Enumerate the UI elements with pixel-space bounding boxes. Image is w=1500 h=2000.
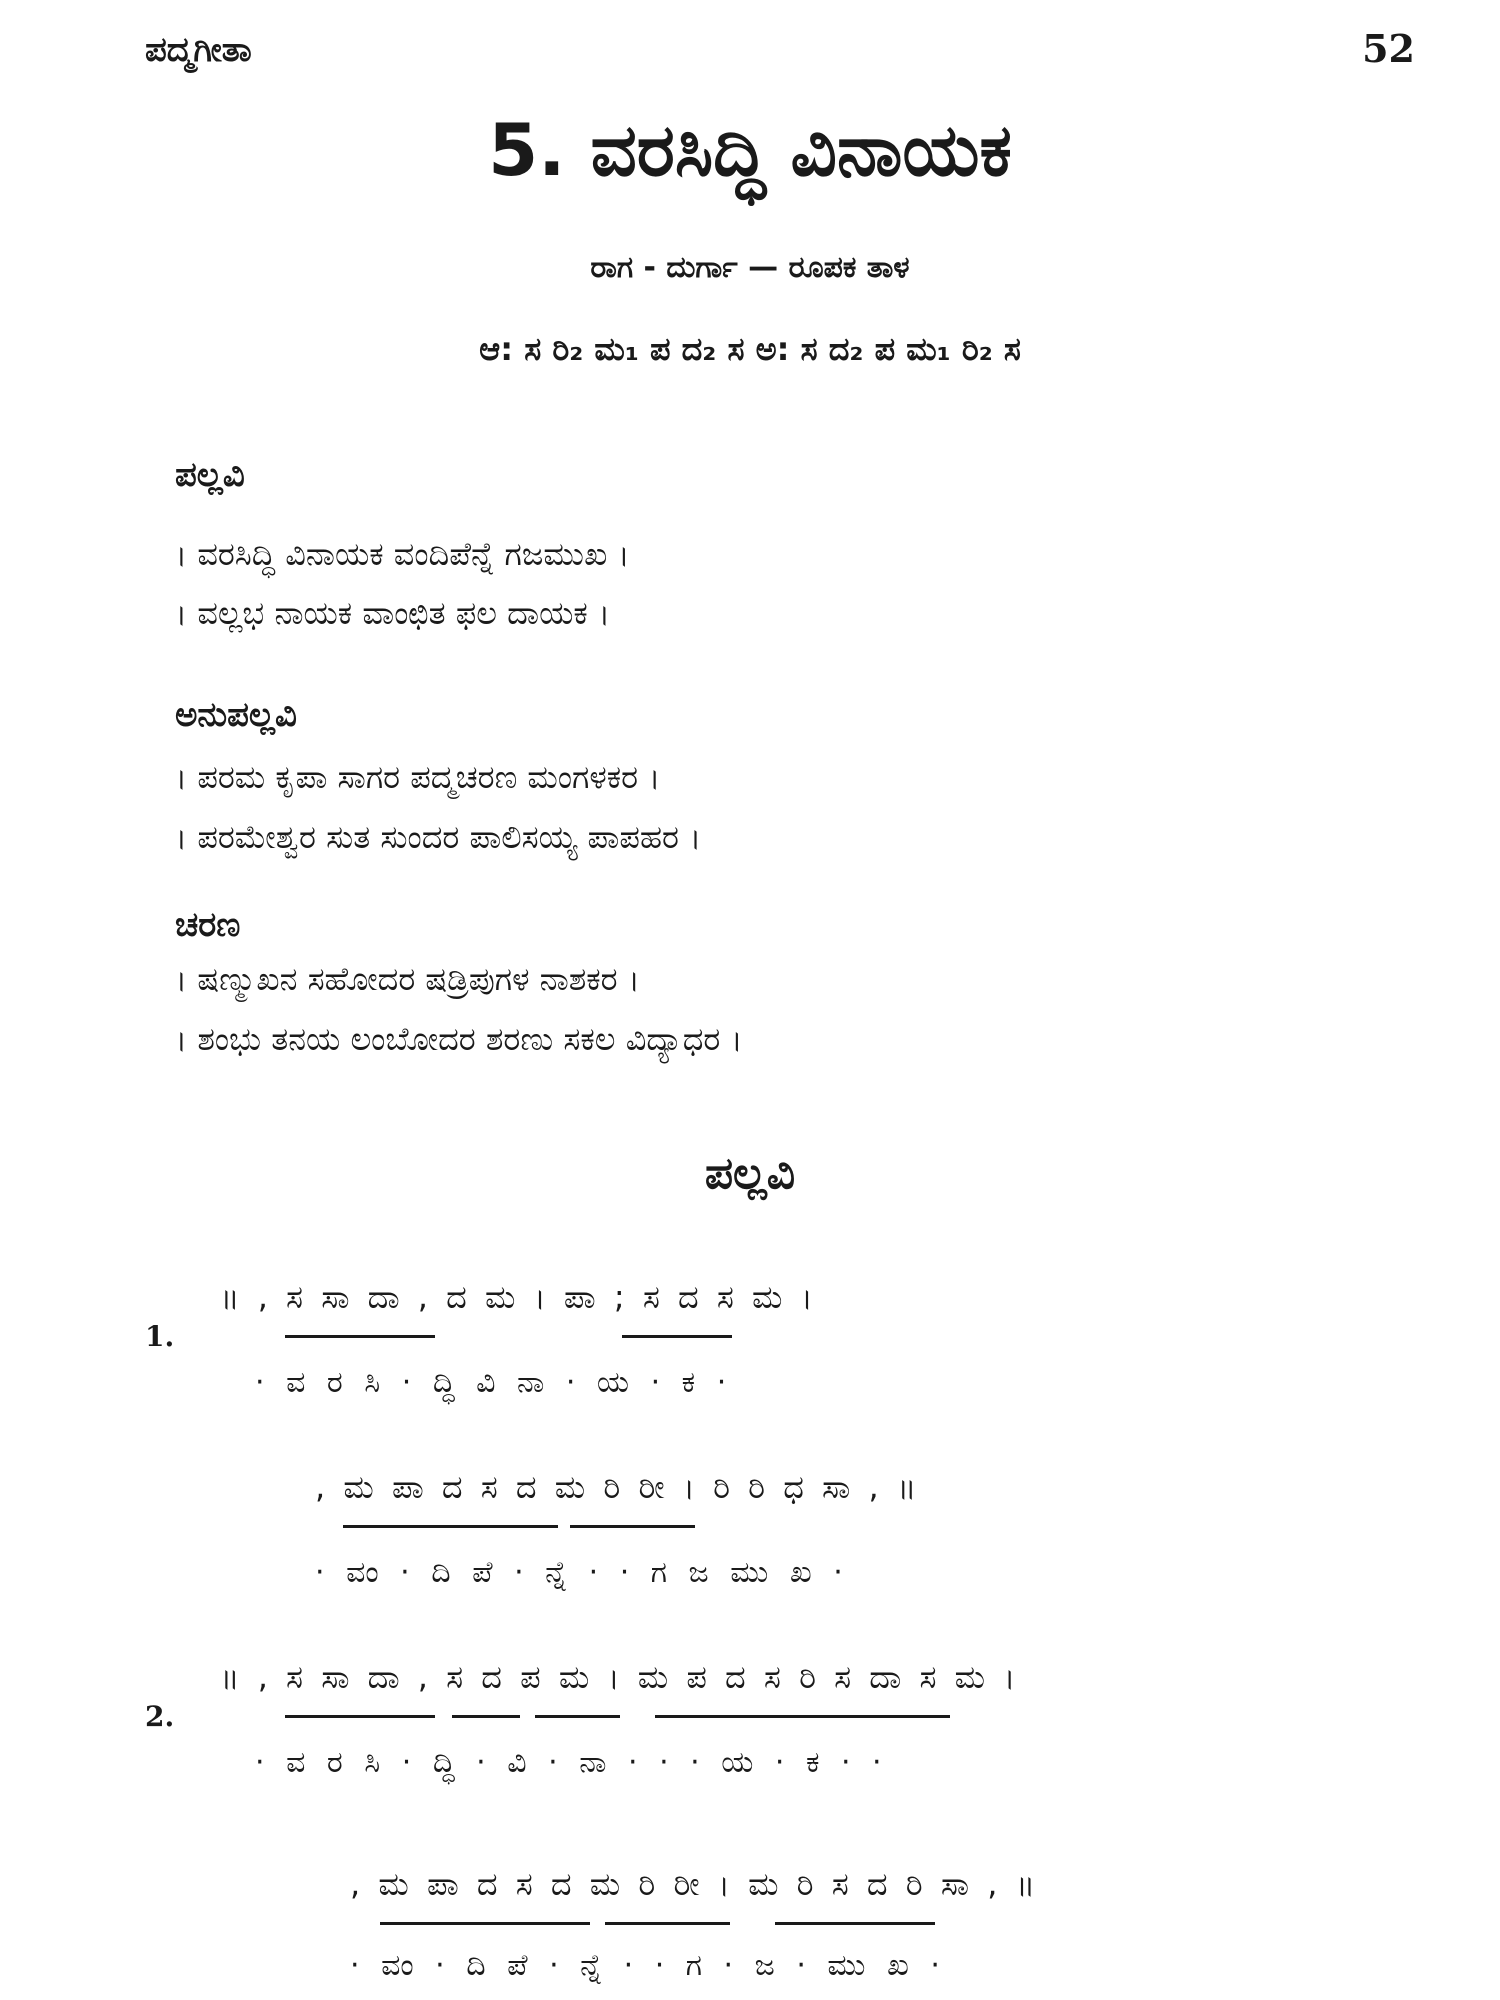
swara-underline — [535, 1715, 620, 1718]
phrase-number: 2. — [145, 1700, 175, 1733]
anupallavi-heading: ಅನುಪಲ್ಲವಿ — [175, 695, 297, 735]
raga-tala: ರಾಗ - ದುರ್ಗಾ — ರೂಪಕ ತಾಳ — [590, 250, 910, 285]
swara-row: ॥ , ಸ ಸಾ ದಾ , ದ ಮ । ಪಾ ; ಸ ದ ಸ ಮ । — [220, 1278, 817, 1316]
sahitya-row: · ವಂ · ದಿ ಪೆ · ನ್ನೆ · · ಗ · ಜ · ಮು ಖ · — [350, 1948, 946, 1983]
swara-row: ॥ , ಸ ಸಾ ದಾ , ಸ ದ ಪ ಮ । ಮ ಪ ದ ಸ ರಿ ಸ ದಾ ಸ ಮ । — [220, 1658, 1020, 1696]
page-number: 52 — [1362, 26, 1415, 71]
swara-underline — [775, 1922, 935, 1925]
pallavi-heading: ಪಲ್ಲವಿ — [175, 455, 245, 495]
pallavi-line-1: । ವರಸಿದ್ಧಿ ವಿನಾಯಕ ವಂದಿಪೆನ್ನೆ ಗಜಮುಖ । — [175, 535, 630, 573]
swara-underline — [452, 1715, 520, 1718]
arohana-avarohana: ಆ: ಸ ರಿ₂ ಮ₁ ಪ ದ₂ ಸ ಅ: ಸ ದ₂ ಪ ಮ₁ ರಿ₂ ಸ — [479, 330, 1021, 368]
sahitya-row: · ವಂ · ದಿ ಪೆ · ನ್ನೆ · · ಗ ಜ ಮು ಖ · — [315, 1555, 849, 1590]
song-title: 5. ವರಸಿದ್ಧಿ ವಿನಾಯಕ — [488, 108, 1012, 192]
swara-row: , ಮ ಪಾ ದ ಸ ದ ಮ ರಿ ರೀ । ಮ ರಿ ಸ ದ ರಿ ಸಾ , ॥ — [350, 1865, 1040, 1903]
swara-underline — [285, 1715, 435, 1718]
anupallavi-line-1: । ಪರಮ ಕೃಪಾ ಸಾಗರ ಪದ್ಮಚರಣ ಮಂಗಳಕರ । — [175, 758, 661, 796]
swara-underline — [655, 1715, 950, 1718]
phrase-number: 1. — [145, 1320, 175, 1353]
swara-underline — [285, 1335, 435, 1338]
pallavi-line-2: । ವಲ್ಲಭ ನಾಯಕ ವಾಂಛಿತ ಫಲ ದಾಯಕ । — [175, 594, 611, 632]
charana-line-2: । ಶಂಭು ತನಯ ಲಂಬೋದರ ಶರಣು ಸಕಲ ವಿದ್ಯಾಧರ । — [175, 1020, 743, 1058]
swara-underline — [622, 1335, 732, 1338]
charana-line-1: । ಷಣ್ಮುಖನ ಸಹೋದರ ಷಡ್ರಿಪುಗಳ ನಾಶಕರ । — [175, 960, 640, 998]
anupallavi-line-2: । ಪರಮೇಶ್ವರ ಸುತ ಸುಂದರ ಪಾಲಿಸಯ್ಯ ಪಾಪಹರ । — [175, 818, 702, 856]
swara-underline — [343, 1525, 558, 1528]
swara-underline — [605, 1922, 730, 1925]
sahitya-row: · ವ ರ ಸಿ · ದ್ಧಿ · ವಿ · ನಾ · · · ಯ · ಕ · · — [255, 1745, 888, 1780]
running-head: ಪದ್ಮಗೀತಾ — [145, 30, 252, 70]
charana-heading: ಚರಣ — [175, 905, 241, 945]
swara-underline — [380, 1922, 590, 1925]
sahitya-row: · ವ ರ ಸಿ · ದ್ಧಿ ವಿ ನಾ · ಯ · ಕ · — [255, 1365, 733, 1400]
swara-row: , ಮ ಪಾ ದ ಸ ದ ಮ ರಿ ರೀ । ರಿ ರಿ ಧ ಸಾ , ॥ — [315, 1468, 921, 1506]
notation-heading: ಪಲ್ಲವಿ — [704, 1148, 796, 1199]
swara-underline — [570, 1525, 695, 1528]
